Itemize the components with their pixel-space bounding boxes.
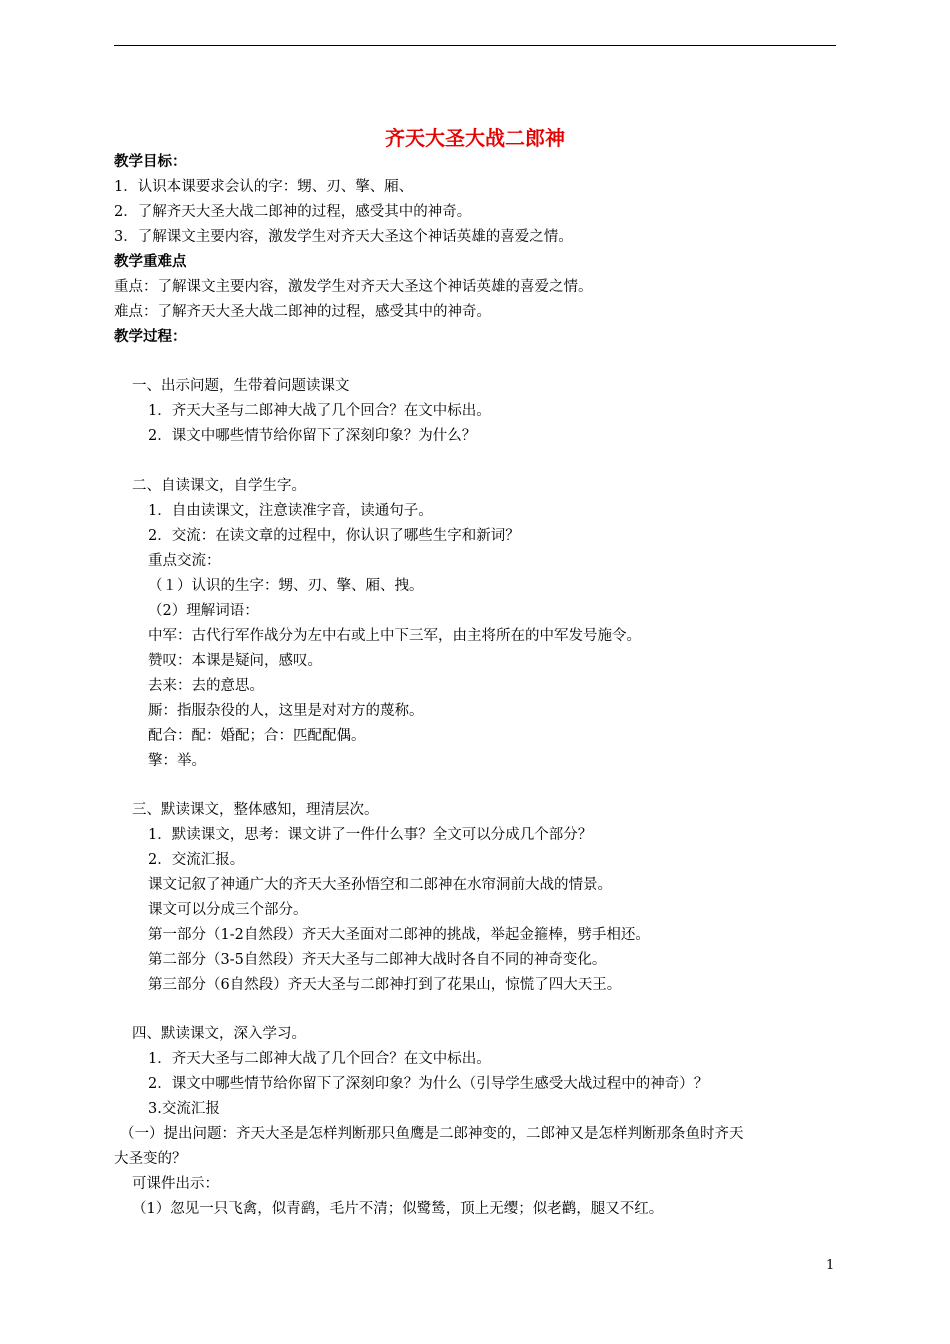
list-item: 赞叹：本课是疑问，感叹。 [148,653,322,669]
section-heading: 二、自读课文，自学生字。 [132,478,306,494]
list-item: 厮：指服杂役的人，这里是对对方的蔑称。 [148,703,424,719]
list-item: 课文记叙了神通广大的齐天大圣孙悟空和二郎神在水帘洞前大战的情景。 [148,877,612,893]
list-item: 2．交流：在读文章的过程中，你认识了哪些生字和新词？ [148,528,520,544]
list-item: 3.交流汇报 [148,1101,220,1117]
section-heading: 三、默读课文，整体感知，理清层次。 [132,802,379,818]
list-item: 1．齐天大圣与二郎神大战了几个回合？在文中标出。 [148,403,491,419]
hard-point: 难点：了解齐天大圣大战二郎神的过程，感受其中的神奇。 [114,304,491,320]
list-item: （一）提出问题：齐天大圣是怎样判断那只鱼鹰是二郎神变的，二郎神又是怎样判断那条鱼时齐天 [120,1126,744,1142]
list-item: 2．课文中哪些情节给你留下了深刻印象？为什么？ [148,428,477,444]
list-item: 重点交流： [148,553,221,569]
list-item: （１）认识的生字：甥、刃、擎、厢、拽。 [148,578,424,594]
list-item: 可课件出示： [132,1176,219,1192]
difficulty-heading: 教学重难点 [114,254,187,270]
list-item: （2）理解词语： [148,603,259,619]
header-rule [114,45,836,46]
key-point: 重点：了解课文主要内容，激发学生对齐天大圣这个神话英雄的喜爱之情。 [114,279,593,295]
list-item: 课文可以分成三个部分。 [148,902,308,918]
list-item: 1．自由读课文，注意读准字音，读通句子。 [148,503,433,519]
page-title: 齐天大圣大战二郎神 [385,126,565,150]
list-item: 1．齐天大圣与二郎神大战了几个回合？在文中标出。 [148,1051,491,1067]
list-item: 第三部分（6自然段）齐天大圣与二郎神打到了花果山，惊慌了四大天王。 [148,977,622,993]
list-item: 配合：配：婚配；合：匹配配偶。 [148,728,366,744]
list-item: 2．课文中哪些情节给你留下了深刻印象？为什么（引导学生感受大战过程中的神奇）？ [148,1076,709,1092]
section-heading: 一、出示问题，生带着问题读课文 [132,378,350,394]
goal-item: 3．了解课文主要内容，激发学生对齐天大圣这个神话英雄的喜爱之情。 [114,229,573,245]
list-item: 1．默读课文，思考：课文讲了一件什么事？全文可以分成几个部分？ [148,827,593,843]
list-item: 2．交流汇报。 [148,852,245,868]
list-item: 中军：古代行军作战分为左中右或上中下三军，由主将所在的中军发号施令。 [148,628,641,644]
list-item: 去来：去的意思。 [148,678,264,694]
section-heading: 四、默读课文，深入学习。 [132,1026,306,1042]
list-item: 大圣变的？ [114,1151,187,1167]
list-item: （1）忽见一只飞禽，似青鹞，毛片不清；似鹭鸶，顶上无缨；似老鹳，腿又不红。 [132,1201,664,1217]
list-item: 第一部分（1-2自然段）齐天大圣面对二郎神的挑战，举起金箍棒，劈手相还。 [148,927,650,943]
process-heading: 教学过程： [114,329,187,345]
goals-heading: 教学目标： [114,154,187,170]
page-number: 1 [826,1258,835,1273]
goal-item: 1．认识本课要求会认的字：甥、刃、擎、厢、 [114,179,414,195]
goal-item: 2．了解齐天大圣大战二郎神的过程，感受其中的神奇。 [114,204,472,220]
list-item: 擎：举。 [148,753,206,769]
list-item: 第二部分（3-5自然段）齐天大圣与二郎神大战时各自不同的神奇变化。 [148,952,607,968]
